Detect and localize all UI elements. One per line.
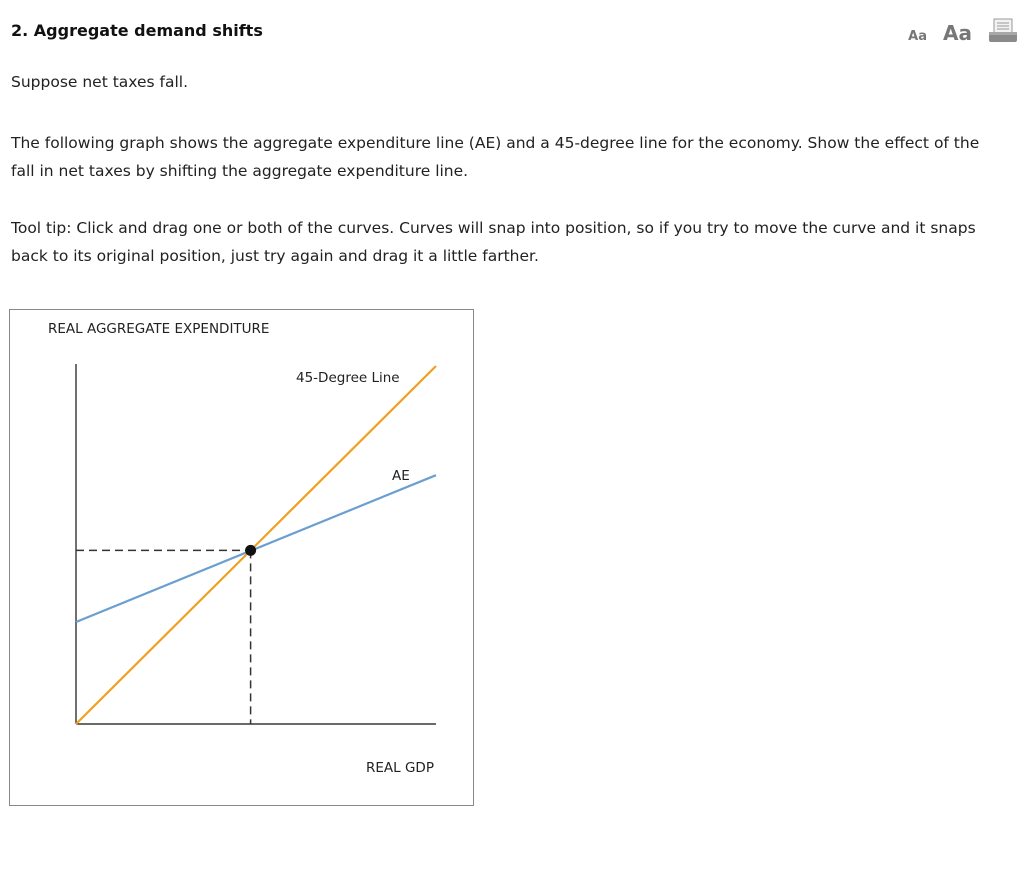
decrease-font-button[interactable]: Aa	[908, 28, 928, 44]
x-axis-label: REAL GDP	[366, 760, 434, 776]
forty-five-degree-line-label: 45-Degree Line	[296, 370, 400, 386]
question-intro: Suppose net taxes fall.	[11, 73, 189, 91]
equilibrium-point	[245, 545, 256, 556]
graph-panel	[9, 309, 474, 806]
ae-line-label: AE	[392, 468, 410, 485]
tool-tip: Tool tip: Click and drag one or both of the curves. Curves will snap into position, so if you try to move the curve and it snaps back to its original position, just try again and drag it a little farther.	[11, 219, 976, 265]
toolbar	[908, 18, 1018, 48]
print-icon	[988, 18, 1018, 44]
increase-font-button[interactable]: Aa	[943, 21, 972, 45]
y-axis-label: REAL AGGREGATE EXPENDITURE	[48, 321, 270, 337]
ae-line[interactable]	[76, 475, 436, 622]
question-instructions: The following graph shows the aggregate expenditure line (AE) and a 45-degree line for the economy. Show the effect of the fall in net taxes by shifting the aggregate expenditure line.	[11, 134, 980, 180]
ae-chart	[10, 310, 473, 805]
print-button[interactable]	[988, 18, 1018, 48]
forty-five-degree-line[interactable]	[76, 366, 436, 724]
question-title: 2. Aggregate demand shifts	[11, 21, 263, 40]
